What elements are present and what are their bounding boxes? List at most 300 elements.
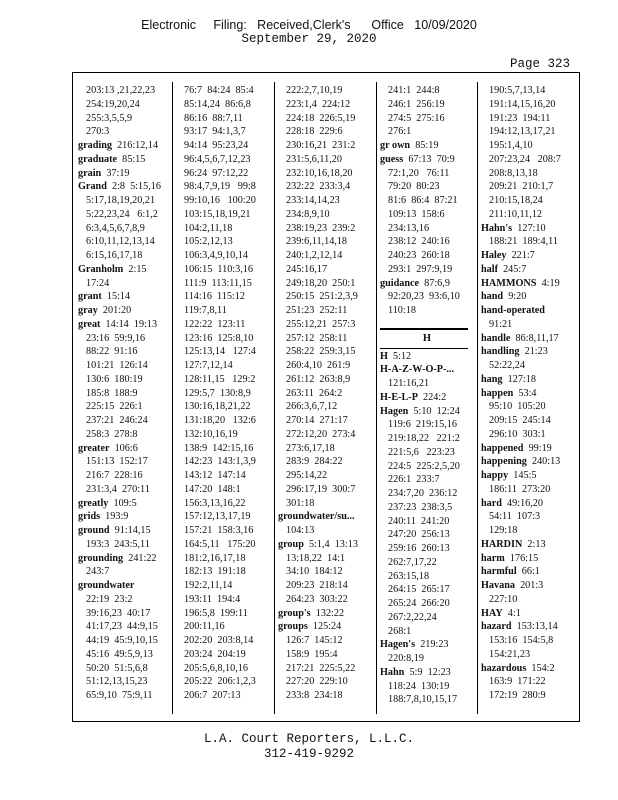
- page-line-references: 239:6,11,14,18: [286, 236, 348, 248]
- index-entry: [380, 350, 474, 364]
- deposition-date: September 29, 2020: [241, 32, 377, 46]
- index-entry-continuation: [278, 400, 372, 414]
- index-term: hazardous: [481, 662, 527, 674]
- index-entry-continuation: [278, 455, 372, 469]
- page-line-references: 207:23,24 208:7: [489, 153, 561, 165]
- page-line-references: 132:10,16,19: [184, 428, 238, 440]
- index-term: H-E-L-P: [380, 391, 418, 403]
- page-line-references: 219:18,22 221:2: [388, 433, 460, 444]
- index-entry-continuation: [278, 332, 372, 346]
- page-line-references: 110:18: [388, 305, 416, 316]
- index-term: Hagen's: [380, 639, 416, 651]
- page-line-references: 114:16 115:12: [184, 291, 245, 303]
- index-entry-continuation: [176, 167, 270, 181]
- section-rule: [380, 328, 468, 330]
- index-entry-continuation: [78, 675, 172, 689]
- page-line-references: 104:13: [286, 525, 315, 536]
- page-line-references: 4:19: [541, 277, 560, 289]
- page-line-references: 93:17 94:1,3,7: [184, 126, 246, 138]
- index-entry-continuation: [481, 359, 575, 373]
- index-entry-continuation: [278, 442, 372, 456]
- page-line-references: 190:5,7,13,14: [489, 85, 546, 96]
- index-entry: [78, 290, 172, 304]
- page-line-references: 99:10,16 100:20: [184, 195, 256, 206]
- page-line-references: 127:10: [517, 222, 546, 234]
- page-line-references: 157:12,13,17,19: [184, 511, 251, 523]
- page-line-references: 122:22 123:11: [184, 318, 246, 330]
- page-line-references: 264:15 265:17: [388, 584, 450, 596]
- index-entry: [481, 565, 575, 579]
- page-line-references: 250:15 251:2,3,9: [286, 291, 358, 303]
- index-term: group's: [278, 607, 311, 619]
- page-line-references: 251:23 252:11: [286, 305, 348, 316]
- index-entry-continuation: [176, 153, 270, 167]
- index-entry: [481, 249, 575, 263]
- index-term: Havana: [481, 580, 515, 591]
- index-entry-continuation: [380, 98, 474, 112]
- index-entry-continuation: [481, 180, 575, 194]
- index-entry-continuation: [278, 222, 372, 236]
- column-divider: [477, 82, 478, 714]
- page-line-references: 76:7 84:24 85:4: [184, 85, 254, 96]
- page-line-references: 247:20 256:13: [388, 529, 450, 541]
- page-line-references: 105:2,12,13: [184, 236, 233, 248]
- index-entry-continuation: [278, 387, 372, 401]
- page-line-references: 44:19 45:9,10,15: [86, 635, 158, 646]
- index-entry-continuation: [380, 249, 474, 263]
- page-line-references: 231:5,6,11,20: [286, 153, 342, 165]
- page-line-references: 193:3 243:5,11: [86, 538, 150, 550]
- index-entry: [78, 579, 172, 593]
- index-entry-continuation: [278, 428, 372, 442]
- index-term: groups: [278, 621, 308, 633]
- index-entry-continuation: [380, 515, 474, 529]
- page-line-references: 232:22 233:3,4: [286, 181, 351, 193]
- page-line-references: 216:12,14: [117, 140, 159, 151]
- page-line-references: 203:13 ,21,22,23: [86, 85, 156, 96]
- page-line-references: 49:16,20: [507, 497, 543, 509]
- index-entry-continuation: [278, 98, 372, 112]
- page-line-references: 126:7 145:12: [286, 635, 343, 646]
- index-entry-continuation: [481, 235, 575, 249]
- page-line-references: 274:5 275:16: [388, 112, 445, 124]
- index-entry-continuation: [278, 304, 372, 318]
- index-entry-continuation: [481, 510, 575, 524]
- page-line-references: 22:19 23:2: [86, 593, 133, 605]
- index-entry-continuation: [380, 222, 474, 236]
- column-divider: [376, 82, 377, 714]
- index-entry-continuation: [78, 222, 172, 236]
- page-line-references: 273:6,17,18: [286, 442, 335, 454]
- page-line-references: 246:1 256:19: [388, 98, 445, 110]
- index-entry-continuation: [278, 675, 372, 689]
- index-entry-continuation: [78, 538, 172, 552]
- index-term: graduate: [78, 153, 118, 165]
- index-entry-continuation: [176, 208, 270, 222]
- page-line-references: 266:3,6,7,12: [286, 401, 338, 413]
- index-term: Hagen: [380, 405, 409, 417]
- index-term: handle: [481, 332, 511, 344]
- index-term: happening: [481, 456, 527, 468]
- index-entry-continuation: [78, 634, 172, 648]
- page-line-references: 208:8,13,18: [489, 167, 538, 179]
- page-line-references: 103:15,18,19,21: [184, 208, 251, 220]
- index-entry: [481, 538, 575, 552]
- page-line-references: 5:10 12:24: [413, 405, 460, 417]
- index-entry-continuation: [176, 524, 270, 538]
- page-line-references: 231:3,4 270:11: [86, 483, 150, 495]
- page-line-references: 106:6: [114, 442, 138, 454]
- page-line-references: 53:4: [518, 387, 537, 399]
- index-entry-continuation: [176, 387, 270, 401]
- page-line-references: 157:21 158:3,16: [184, 525, 254, 536]
- page-line-references: 268:1: [388, 625, 412, 637]
- index-entry-continuation: [481, 153, 575, 167]
- page-line-references: 154:2: [531, 662, 555, 674]
- letter-section-heading: H: [422, 332, 432, 344]
- page-line-references: 259:16 260:13: [388, 543, 450, 554]
- index-entry-continuation: [278, 579, 372, 593]
- page-line-references: 5:12: [393, 350, 412, 362]
- index-entry: [481, 497, 575, 511]
- index-entry-continuation: [78, 373, 172, 387]
- index-entry: [278, 510, 372, 524]
- page-line-references: 234:8,9,10: [286, 208, 330, 220]
- page-line-references: 260:4,10 261:9: [286, 360, 351, 371]
- index-term: harmful: [481, 566, 517, 578]
- index-entry-continuation: [380, 446, 474, 460]
- page-line-references: 224:2: [423, 391, 447, 403]
- index-entry-continuation: [78, 483, 172, 497]
- index-entry-continuation: [481, 524, 575, 538]
- page-line-references: 50:20 51:5,6,8: [86, 662, 148, 674]
- index-entry-continuation: [176, 373, 270, 387]
- index-entry-continuation: [481, 167, 575, 181]
- page-line-references: 230:16,21 231:2: [286, 140, 356, 151]
- page-line-references: 232:10,16,18,20: [286, 167, 353, 179]
- page-line-references: 85:14,24 86:6,8: [184, 98, 251, 110]
- index-entry-continuation: [176, 290, 270, 304]
- index-term: HAMMONS: [481, 277, 537, 289]
- index-entry-continuation: [481, 125, 575, 139]
- index-entry-continuation: [380, 290, 474, 304]
- index-entry-continuation: [176, 332, 270, 346]
- page-line-references: 209:23 218:14: [286, 580, 348, 591]
- page-line-references: 209:21 210:1,7: [489, 181, 554, 193]
- page-line-references: 5:22,23,24 6:1,2: [86, 208, 158, 220]
- index-entry-continuation: [278, 373, 372, 387]
- index-entry-continuation: [78, 194, 172, 208]
- index-entry: [481, 442, 575, 456]
- index-entry: [380, 277, 474, 291]
- page-line-references: 118:24 130:19: [388, 680, 450, 692]
- index-term: great: [78, 318, 101, 330]
- page-line-references: 193:9: [105, 511, 129, 523]
- page-line-references: 128:11,15 129:2: [184, 373, 256, 385]
- page-line-references: 52:22,24: [489, 360, 525, 371]
- index-entry-continuation: [78, 455, 172, 469]
- index-entry-continuation: [176, 552, 270, 566]
- page-line-references: 233:14,14,23: [286, 195, 340, 206]
- index-entry: [481, 607, 575, 621]
- index-entry-continuation: [78, 387, 172, 401]
- index-entry-continuation: [278, 552, 372, 566]
- index-entry-continuation: [380, 556, 474, 570]
- index-entry-continuation: [78, 414, 172, 428]
- page-line-references: 216:7 228:16: [86, 470, 143, 481]
- page-line-references: 176:15: [509, 552, 539, 564]
- index-term: ground: [78, 525, 110, 536]
- page-line-references: 237:23 238:3,5: [388, 501, 453, 513]
- page-line-references: 211:10,11,12: [489, 208, 543, 220]
- index-entry-continuation: [481, 634, 575, 648]
- page-line-references: 123:16 125:8,10: [184, 332, 254, 344]
- page-line-references: 243:7: [86, 566, 110, 578]
- index-entry-continuation: [176, 318, 270, 332]
- page-line-references: 261:12 263:8,9: [286, 373, 351, 385]
- page-line-references: 6:15,16,17,18: [86, 250, 143, 261]
- index-entry-continuation: [380, 84, 474, 98]
- index-entry: [481, 552, 575, 566]
- index-entry-continuation: [278, 414, 372, 428]
- page-line-references: 127:18: [507, 373, 536, 385]
- index-entry-continuation: [380, 583, 474, 597]
- index-entry-continuation: [176, 662, 270, 676]
- index-entry-continuation: [380, 542, 474, 556]
- page-line-references: 86:16 88:7,11: [184, 112, 243, 124]
- index-term: gray: [78, 305, 98, 316]
- index-entry-continuation: [176, 194, 270, 208]
- page-line-references: 265:24 266:20: [388, 598, 450, 609]
- index-entry-continuation: [278, 167, 372, 181]
- index-entry-continuation: [78, 428, 172, 442]
- index-entry-continuation: [78, 249, 172, 263]
- page-line-references: 200:11,16: [184, 621, 225, 633]
- page-line-references: 220:8,19: [388, 653, 424, 664]
- index-entry-continuation: [176, 112, 270, 126]
- page-line-references: 156:3,13,16,22: [184, 497, 246, 509]
- index-entry-continuation: [278, 524, 372, 538]
- filing-stamp: Electronic Filing: Received,Clerk's Office 10/09/2020: [141, 18, 477, 32]
- page-line-references: 119:6 219:15,16: [388, 419, 457, 431]
- page-line-references: 193:11 194:4: [184, 593, 241, 605]
- index-entry-continuation: [380, 418, 474, 432]
- page-line-references: 267:2,22,24: [388, 611, 437, 623]
- page-line-references: 37:19: [106, 167, 130, 179]
- index-entry-continuation: [278, 194, 372, 208]
- page-line-references: 264:23 303:22: [286, 593, 348, 605]
- page-line-references: 79:20 80:23: [388, 181, 440, 193]
- page-line-references: 192:2,11,14: [184, 580, 233, 591]
- index-term: grids: [78, 511, 101, 523]
- index-entry-continuation: [176, 277, 270, 291]
- index-entry-continuation: [176, 84, 270, 98]
- index-entry-continuation: [278, 235, 372, 249]
- index-term: hand: [481, 291, 504, 303]
- index-entry-continuation: [78, 359, 172, 373]
- index-entry-continuation: [176, 648, 270, 662]
- index-entry-continuation: [278, 662, 372, 676]
- index-term: half: [481, 263, 498, 275]
- index-entry: [481, 662, 575, 676]
- page-line-references: 234:13,16: [388, 222, 430, 234]
- page-line-references: 254:19,20,24: [86, 98, 140, 110]
- page-line-references: 81:6 86:4 87:21: [388, 195, 458, 206]
- section-rule: [380, 348, 468, 349]
- page-line-references: 201:20: [102, 305, 132, 316]
- page-line-references: 138:9 142:15,16: [184, 442, 254, 454]
- index-entry-continuation: [278, 565, 372, 579]
- index-entry-continuation: [176, 593, 270, 607]
- index-entry: [380, 391, 474, 405]
- index-entry: [278, 607, 372, 621]
- index-entry-continuation: [380, 501, 474, 515]
- index-entry: [380, 638, 474, 652]
- index-entry-continuation: [278, 359, 372, 373]
- page-line-references: 121:16,21: [388, 378, 430, 389]
- page-line-references: 34:10 184:12: [286, 566, 343, 578]
- page-line-references: 182:13 191:18: [184, 566, 246, 578]
- index-entry-continuation: [176, 579, 270, 593]
- page-line-references: 13:18,22 14:1: [286, 552, 346, 564]
- index-entry-continuation: [481, 112, 575, 126]
- index-entry-continuation: [176, 620, 270, 634]
- index-entry-continuation: [380, 693, 474, 707]
- page-line-references: 276:1: [388, 126, 412, 138]
- page-line-references: 99:19: [528, 442, 552, 454]
- index-entry: [78, 139, 172, 153]
- page-line-references: 2:15: [128, 263, 147, 275]
- index-column-2: [176, 84, 270, 703]
- page-line-references: 151:13 152:17: [86, 456, 148, 468]
- index-entry-continuation: [278, 208, 372, 222]
- page-line-references: 210:15,18,24: [489, 195, 543, 206]
- page-line-references: 86:8,11,17: [515, 332, 559, 344]
- index-entry: [78, 318, 172, 332]
- index-term: handling: [481, 346, 520, 358]
- index-entry-continuation: [176, 607, 270, 621]
- page-line-references: 270:3: [86, 126, 110, 138]
- index-term: Hahn's: [481, 222, 513, 234]
- index-entry: [481, 304, 575, 318]
- index-term: hang: [481, 373, 503, 385]
- index-entry-continuation: [176, 139, 270, 153]
- page-line-references: 203:24 204:19: [184, 648, 246, 660]
- page-line-references: 88:22 91:16: [86, 346, 138, 358]
- page-line-references: 255:3,5,5,9: [86, 112, 133, 124]
- page-line-references: 111:9 113:11,15: [184, 277, 252, 289]
- index-entry-continuation: [176, 689, 270, 703]
- page-line-references: 39:16,23 40:17: [86, 607, 151, 619]
- index-entry: [481, 277, 575, 291]
- index-entry-continuation: [380, 625, 474, 639]
- index-entry-continuation: [481, 689, 575, 703]
- index-entry-continuation: [278, 112, 372, 126]
- index-term: hand-operated: [481, 305, 545, 316]
- page-line-references: 227:20 229:10: [286, 676, 348, 688]
- page-line-references: 132:22: [315, 607, 345, 619]
- page-line-references: 272:12,20 273:4: [286, 428, 356, 440]
- column-divider: [172, 82, 173, 714]
- index-entry-continuation: [78, 648, 172, 662]
- page-number: Page 323: [509, 57, 570, 71]
- index-entry-continuation: [481, 675, 575, 689]
- index-entry-continuation: [176, 565, 270, 579]
- page-line-references: 109:5: [113, 497, 137, 509]
- page-line-references: 245:7: [503, 263, 527, 275]
- page-line-references: 296:10 303:1: [489, 428, 546, 440]
- index-entry-continuation: [278, 497, 372, 511]
- index-entry: [481, 455, 575, 469]
- index-term: groundwater: [78, 580, 135, 591]
- index-entry-continuation: [278, 634, 372, 648]
- index-entry-continuation: [176, 304, 270, 318]
- index-entry-continuation: [380, 432, 474, 446]
- index-term: groundwater/su...: [278, 511, 355, 523]
- index-entry-continuation: [481, 208, 575, 222]
- page-line-references: 145:5: [513, 470, 537, 481]
- index-entry: [380, 153, 474, 167]
- page-line-references: 54:11 107:3: [489, 511, 541, 523]
- index-entry-continuation: [278, 153, 372, 167]
- index-entry-continuation: [380, 194, 474, 208]
- page-line-references: 221:7: [511, 250, 535, 261]
- index-entry-continuation: [78, 593, 172, 607]
- index-term: guess: [380, 153, 404, 165]
- page-line-references: 66:1: [521, 566, 540, 578]
- index-term: Granholm: [78, 263, 124, 275]
- page-line-references: 164:5,11 175:20: [184, 538, 256, 550]
- index-entry-continuation: [380, 473, 474, 487]
- index-entry: [78, 524, 172, 538]
- page-line-references: 240:13: [531, 456, 561, 468]
- index-entry: [481, 579, 575, 593]
- index-entry: [481, 373, 575, 387]
- page-line-references: 101:21 126:14: [86, 360, 148, 371]
- page-line-references: 154:21,23: [489, 648, 531, 660]
- page-line-references: 191:14,15,16,20: [489, 98, 556, 110]
- page-line-references: 255:12,21 257:3: [286, 318, 356, 330]
- page-line-references: 234:7,20 236:12: [388, 488, 458, 499]
- page-line-references: 205:5,6,8,10,16: [184, 662, 248, 674]
- index-entry: [278, 620, 372, 634]
- page-line-references: 17:24: [86, 277, 110, 289]
- page-line-references: 109:13 158:6: [388, 208, 445, 220]
- page-line-references: 238:19,23 239:2: [286, 222, 356, 234]
- index-entry-continuation: [278, 139, 372, 153]
- index-entry-continuation: [176, 180, 270, 194]
- page-line-references: 209:15 245:14: [489, 415, 551, 426]
- index-entry-continuation: [176, 400, 270, 414]
- page-line-references: 41:17,23 44:9,15: [86, 621, 158, 633]
- page-line-references: 225:15 226:1: [86, 401, 143, 413]
- index-entry-continuation: [380, 487, 474, 501]
- index-entry-continuation: [481, 648, 575, 662]
- index-entry-continuation: [278, 277, 372, 291]
- index-entry-continuation: [78, 208, 172, 222]
- index-entry-continuation: [481, 483, 575, 497]
- index-entry-continuation: [176, 675, 270, 689]
- index-entry-continuation: [380, 652, 474, 666]
- index-entry-continuation: [78, 469, 172, 483]
- index-term: Grand: [78, 181, 107, 193]
- page-line-references: 158:9 195:4: [286, 648, 338, 660]
- index-column-3: [278, 84, 372, 703]
- index-entry-continuation: [278, 483, 372, 497]
- index-entry-continuation: [380, 680, 474, 694]
- page-line-references: 142:23 143:1,3,9: [184, 456, 256, 468]
- index-entry-continuation: [278, 84, 372, 98]
